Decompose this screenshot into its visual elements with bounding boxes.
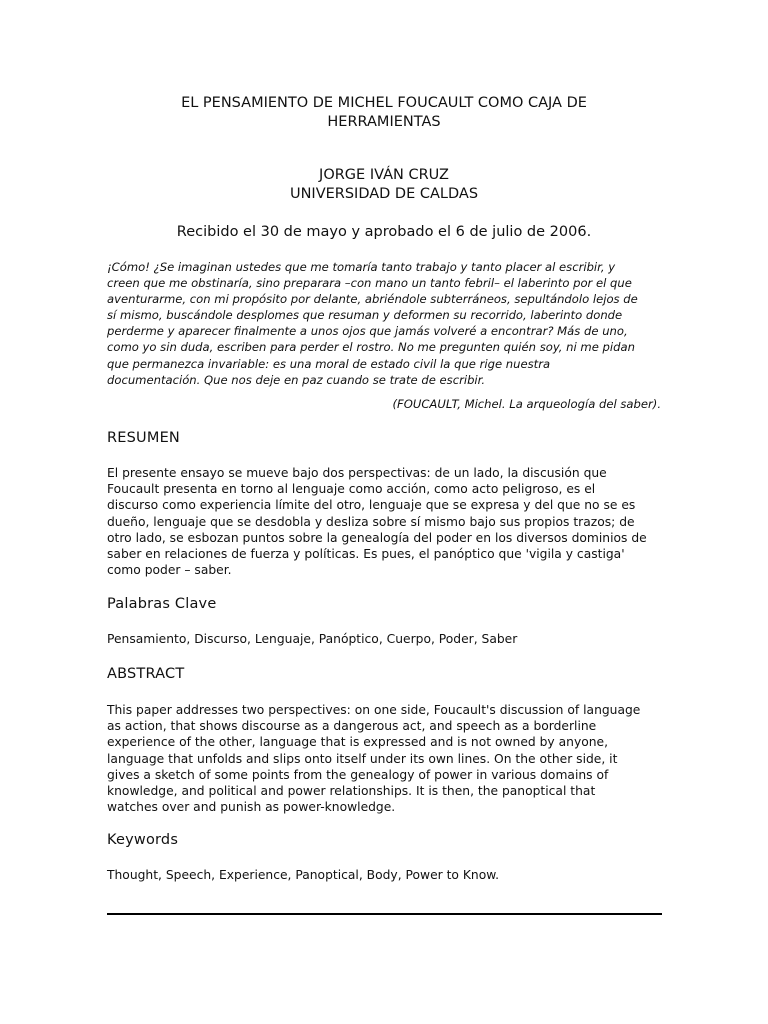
resumen-line: dueño, lenguaje que se desdobla y desliza sobre sí mismo bajo sus propios trazos; de [107, 514, 635, 529]
palabras-clave-text: Pensamiento, Discurso, Lenguaje, Panóptico, Cuerpo, Poder, Saber [107, 632, 518, 646]
resumen-line: discurso como experiencia límite del otro, lenguaje que se expresa y del que no se es [107, 498, 636, 513]
epigraph-quote [107, 259, 663, 388]
title-line-2: HERRAMIENTAS [327, 114, 441, 130]
resumen-line: Foucault presenta en torno al lenguaje como acción, como acto peligroso, es el [107, 482, 596, 497]
abstract-line: as action, that shows discourse as a dangerous act, and speech as a borderline [107, 719, 597, 734]
keywords-heading: Keywords [107, 832, 179, 848]
resumen-heading: RESUMEN [107, 430, 180, 446]
epigraph-line: perderme y aparecer finalmente a unos ojos que jamás volveré a encontrar? Más de uno, [107, 324, 628, 339]
epigraph-line: que permanezca invariable: es una moral de estado civil la que rige nuestra [107, 356, 551, 371]
epigraph-line: como yo sin duda, escriben para perder el rostro. No me pregunten quién soy, ni me pidan [107, 340, 635, 355]
received-date: Recibido el 30 de mayo y aprobado el 6 de julio de 2006. [176, 224, 592, 240]
keywords-text: Thought, Speech, Experience, Panoptical, Body, Power to Know. [107, 868, 500, 882]
abstract-line: This paper addresses two perspectives: on one side, Foucault's discussion of language [107, 703, 641, 717]
epigraph-line: creen que me obstinaría, sino preparara –con mano un tanto febril– el laberinto por el que [107, 276, 632, 291]
epigraph-line: sí mismo, buscándole desplomes que resuman y deformen su recorrido, laberinto donde [107, 308, 623, 323]
epigraph-line: ¡Cómo! ¿Se imaginan ustedes que me tomaría tanto trabajo y tanto placer al escribir, y [107, 260, 616, 274]
author-name: JORGE IVÁN CRUZ [319, 167, 449, 183]
epigraph-line: aventurarme, con mi propósito por delante, abriéndole subterráneos, sepultándolo lejos de [107, 292, 638, 307]
author-block [100, 166, 668, 204]
epigraph-line: documentación. Que nos deje en paz cuando se trate de escribir. [107, 372, 486, 387]
abstract-line: experience of the other, language that is expressed and is not owned by anyone, [107, 735, 609, 750]
author-institution: UNIVERSIDAD DE CALDAS [289, 186, 479, 202]
abstract-line: language that unfolds and slips onto itself under its own lines. On the other side, it [107, 751, 618, 766]
abstract-line: watches over and punish as power-knowledge. [107, 800, 396, 815]
palabras-clave-heading: Palabras Clave [107, 596, 217, 612]
abstract-line: gives a sketch of some points from the genealogy of power in various domains of [107, 767, 609, 782]
resumen-body [107, 465, 663, 578]
paper-title [100, 94, 668, 132]
resumen-line: como poder – saber. [107, 563, 232, 578]
horizontal-divider [107, 913, 662, 915]
abstract-line: knowledge, and political and power relationships. It is then, the panoptical that [107, 784, 596, 799]
resumen-line: El presente ensayo se mueve bajo dos perspectivas: de un lado, la discusión que [107, 466, 607, 480]
abstract-heading: ABSTRACT [107, 666, 185, 682]
abstract-body [107, 702, 663, 815]
title-line-1: EL PENSAMIENTO DE MICHEL FOUCAULT COMO CAJA DE [181, 95, 587, 111]
epigraph-source: (FOUCAULT, Michel. La arqueología del saber). [392, 397, 661, 411]
resumen-line: otro lado, se esbozan puntos sobre la genealogía del poder en los diversos dominios de [107, 530, 647, 545]
resumen-line: saber en relaciones de fuerza y políticas. Es pues, el panóptico que 'vigila y castiga' [107, 547, 625, 562]
